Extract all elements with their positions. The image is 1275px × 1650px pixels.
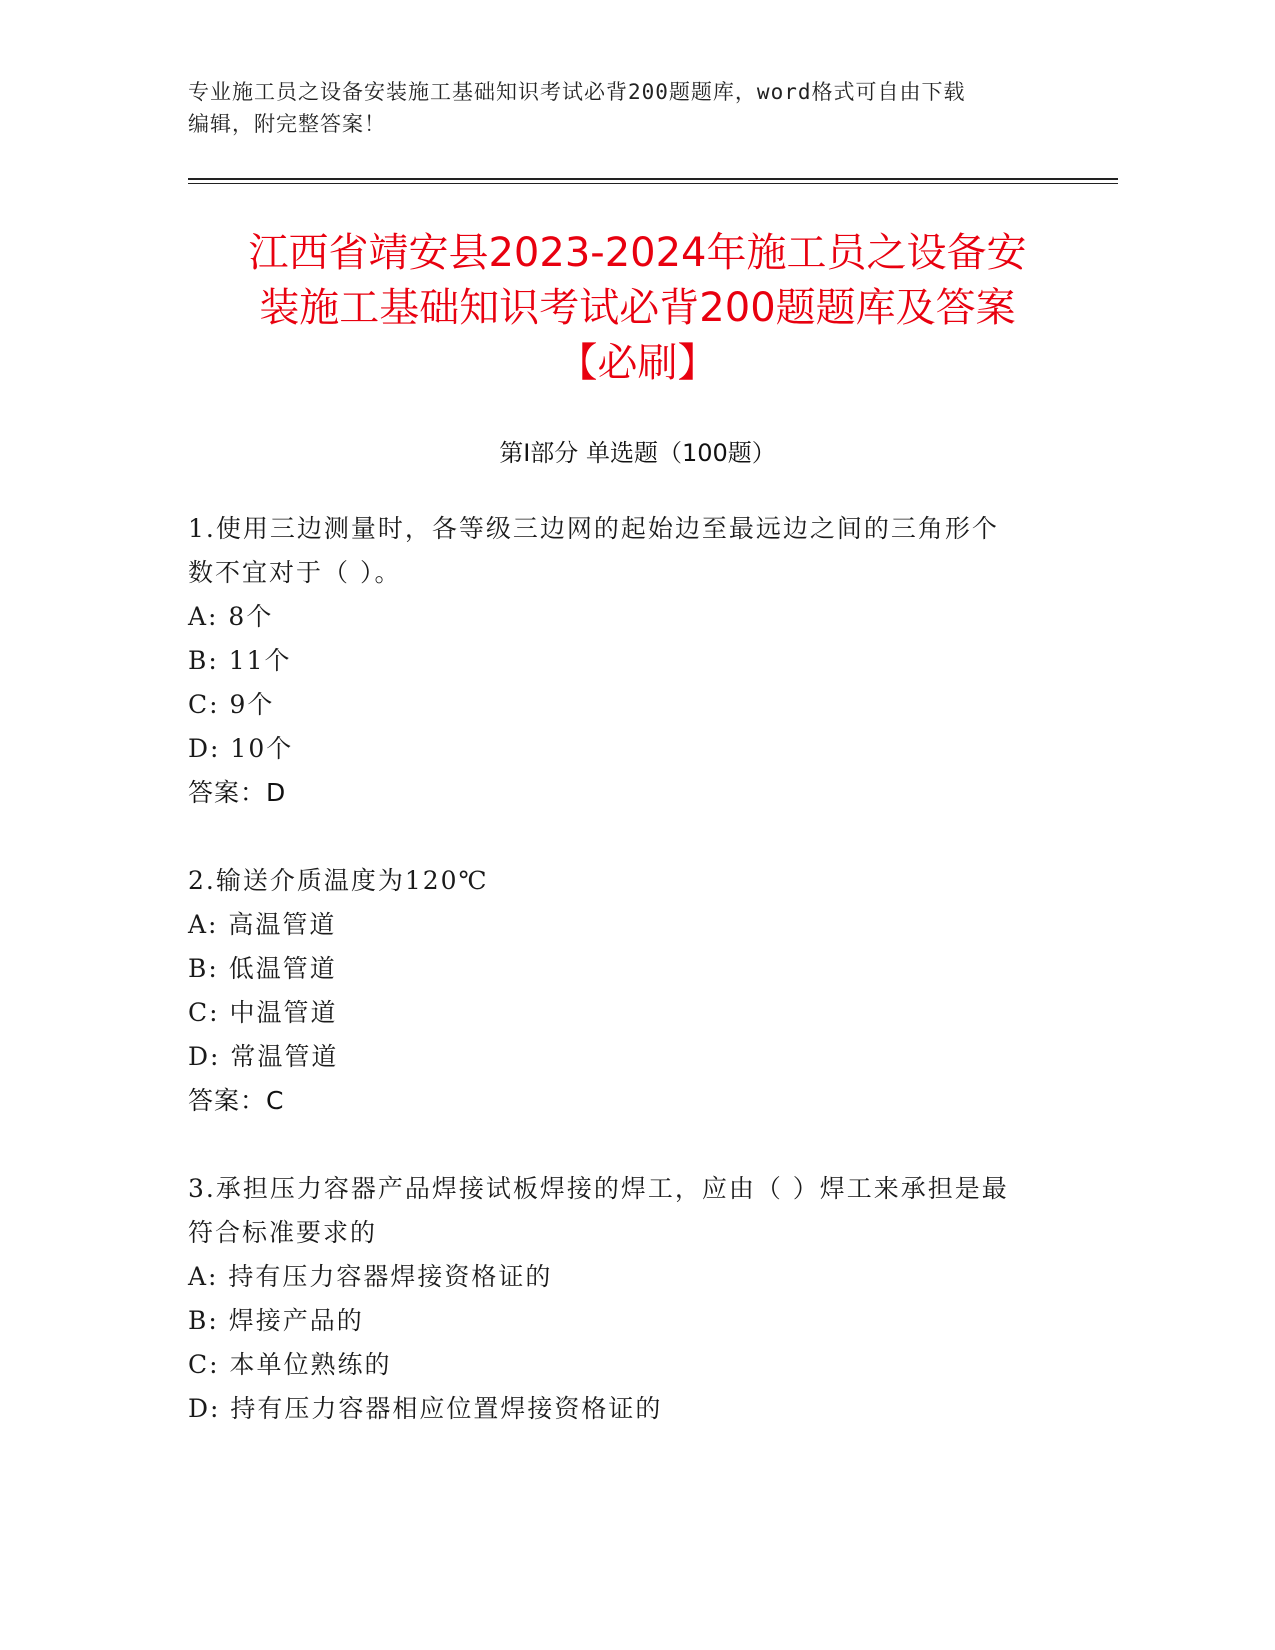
question-2-option-a: A: 高温管道 — [188, 910, 337, 939]
section-heading: 第I部分 单选题（100题） — [499, 439, 776, 467]
header-divider-thick — [188, 178, 1118, 180]
question-1-option-a: A: 8个 — [188, 602, 274, 631]
document-title-line-1: 江西省靖安县2023-2024年施工员之设备安 — [248, 230, 1027, 276]
question-3-option-d: D: 持有压力容器相应位置焊接资格证的 — [188, 1394, 663, 1423]
question-2-stem-line-1: 2.输送介质温度为120℃ — [188, 866, 489, 895]
question-3-option-b: B: 焊接产品的 — [188, 1306, 364, 1335]
question-2-option-b: B: 低温管道 — [188, 954, 337, 983]
header-note-line-1: 专业施工员之设备安装施工基础知识考试必背200题题库，word格式可自由下载 — [188, 80, 966, 104]
question-1-stem-line-1: 1.使用三边测量时，各等级三边网的起始边至最远边之间的三角形个 — [188, 514, 999, 543]
question-2-option-d: D: 常温管道 — [188, 1042, 339, 1071]
question-3-option-a: A: 持有压力容器焊接资格证的 — [188, 1262, 553, 1291]
document-title-line-2: 装施工基础知识考试必背200题题库及答案 — [259, 285, 1016, 331]
question-1-answer: 答案：D — [188, 778, 287, 807]
question-2-answer: 答案：C — [188, 1086, 285, 1115]
header-note-line-2: 编辑，附完整答案！ — [188, 112, 386, 136]
question-3-stem-line-1: 3.承担压力容器产品焊接试板焊接的焊工，应由（ ）焊工来承担是最 — [188, 1174, 1009, 1203]
question-1-option-b: B: 11个 — [188, 646, 292, 675]
document-title — [190, 226, 1085, 391]
question-1-stem-line-2: 数不宜对于（ ）。 — [188, 558, 402, 587]
question-3-stem-line-2: 符合标准要求的 — [188, 1218, 378, 1247]
question-1-option-c: C: 9个 — [188, 690, 275, 719]
question-3-option-c: C: 本单位熟练的 — [188, 1350, 392, 1379]
question-2-option-c: C: 中温管道 — [188, 998, 338, 1027]
question-1-option-d: D: 10个 — [188, 734, 294, 763]
header-divider-thin — [188, 183, 1118, 184]
header-note — [188, 76, 1088, 140]
document-title-line-3: 【必刷】 — [557, 340, 718, 386]
